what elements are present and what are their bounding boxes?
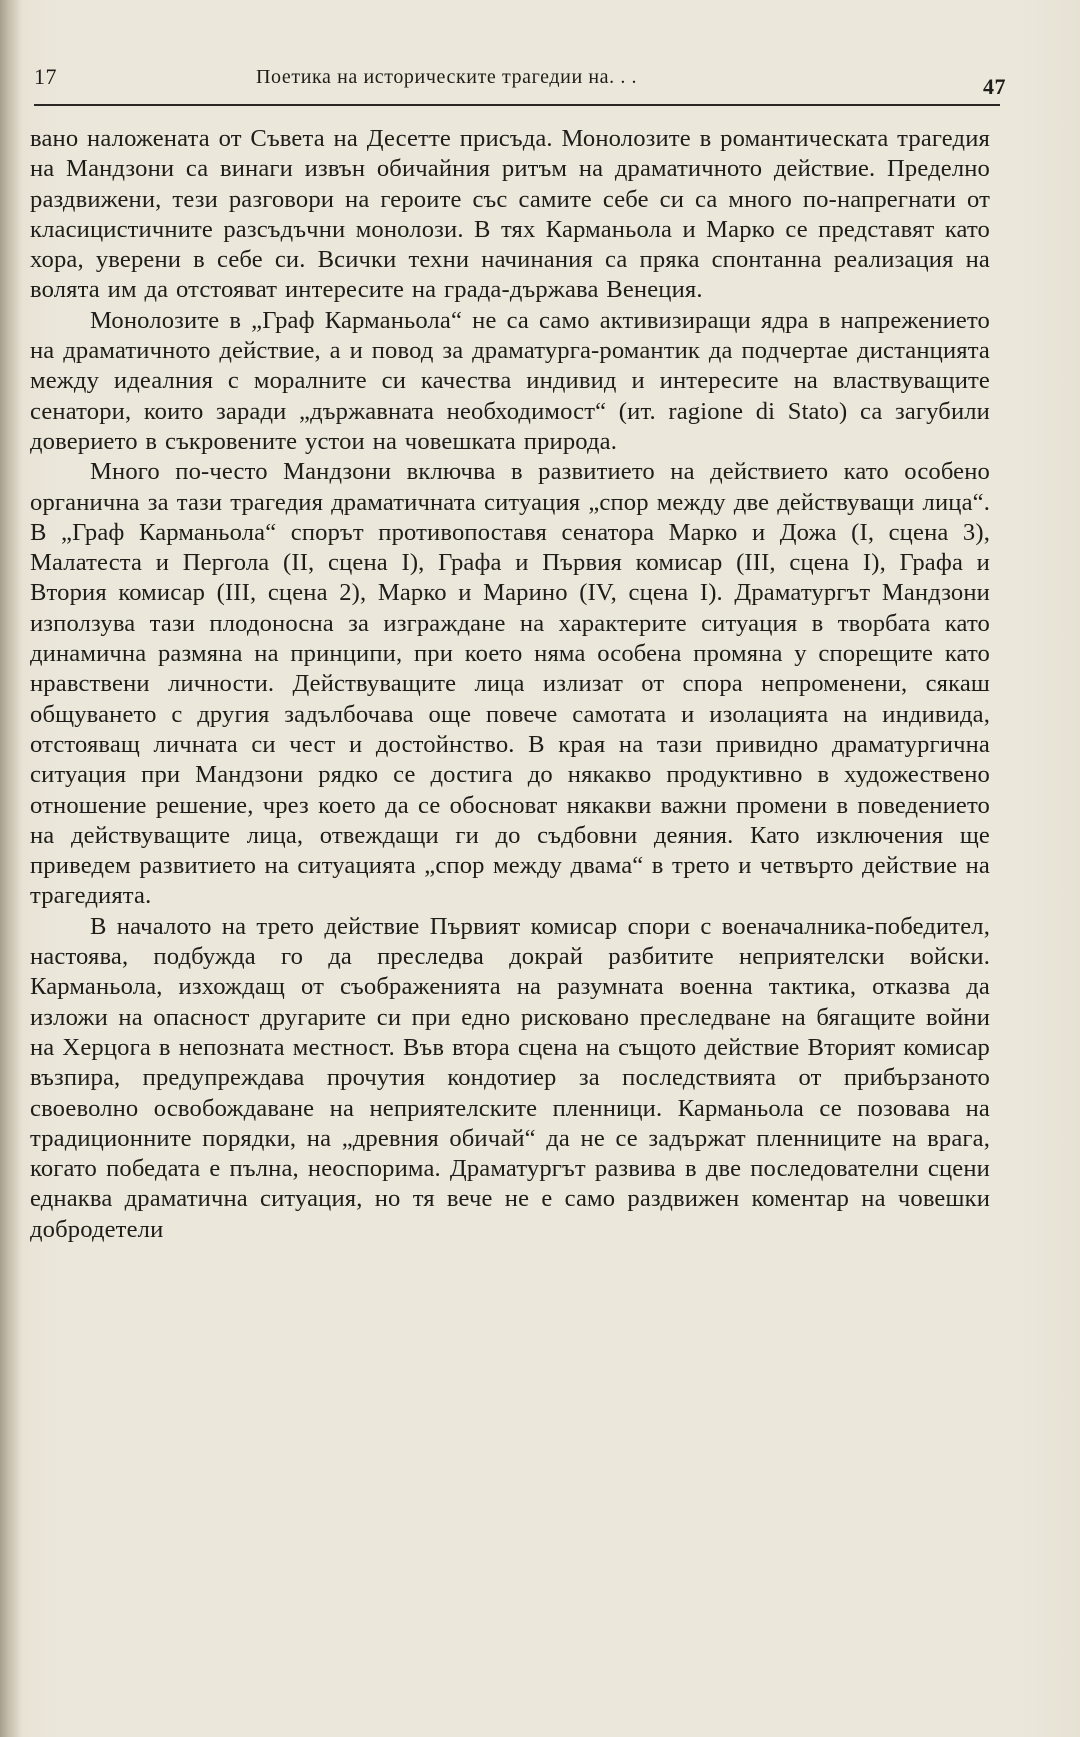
running-header bbox=[34, 56, 1006, 102]
running-title: Поетика на историческите трагедии на. . . bbox=[256, 66, 638, 88]
page-number: 47 bbox=[983, 74, 1006, 99]
body-text bbox=[30, 124, 990, 1245]
paragraph: В началото на трето действие Първият комисар спори с военачалника-победител, настоява, подбужда го да преследва докрай разбитите неприятелски войски. Карманьола, изхождащ от съображенията на разумната военна тактика, отказва да изложи на опасност другарите си при едно рисковано преследване на бягащите войни на Херцога в непозната местност. Във втора сцена на същото действие Вторият комисар възпира, предупреждава прочутия кондотиер за последствията от прибързаното своеволно освобождаване на неприятелските пленници. Карманьола се позовава на традиционните порядки, на „древния обичай“ да не се задържат пленниците на врага, когато победата е пълна, неоспорима. Драматургът развива в две последователни сцени еднаква драматична ситуация, но тя вече не е само раздвижен коментар на човешки добродетели bbox=[30, 912, 990, 1243]
header-left-number: 17 bbox=[34, 64, 57, 89]
paragraph: вано наложената от Съвета на Десетте присъда. Монолозите в романтическата трагедия на Мандзони са винаги извън обичайния ритъм на драматичното действие. Пределно раздвижени, тези разговори на героите със самите себе си са много по-напрегнати от класицистичните разсъдъчни монолози. В тях Карманьола и Марко се представят като хора, уверени в себе си. Всички техни начинания са пряка спонтанна реализация на волята им да отстояват интересите на града-държава Венеция. bbox=[30, 125, 990, 304]
paragraph: Монолозите в „Граф Карманьола“ не са само активизиращи ядра в напрежението на драматичното действие, а и повод за драматурга-романтик да подчертае дистанцията между идеалния с моралните си качества индивид и интересите на властвуващите сенатори, които заради „държавната необходимост“ (ит. ragione di Stato) са загубили доверието в съкровените устои на човешката природа. bbox=[30, 306, 990, 455]
binding-gutter bbox=[0, 0, 22, 1737]
header-rule bbox=[34, 104, 1000, 106]
paragraph: Много по-често Мандзони включва в развитието на действието като особено органична за тази трагедия драматичната ситуация „спор между две действуващи лица“. В „Граф Карманьола“ спорът противопоставя сенатора Марко и Дожа (I, сцена 3), Малатеста и Пергола (II, сцена I), Графа и Първия комисар (III, сцена I), Графа и Втория комисар (III, сцена 2), Марко и Марино (IV, сцена I). Драматургът Мандзони използува тази плодоносна за изграждане на характерите ситуация в творбата като динамична размяна на принципи, при което няма особена промяна у спорещите като нравствени личности. Действуващите лица излизат от спора непроменени, сякаш общуването с другия задълбочава още повече самотата и изолацията на индивида, отстояващ личната си чест и достойнство. В края на тази привидно драматургична ситуация при Мандзони рядко се достига до някакво продуктивно в художествено отношение решение, чрез което да се обосноват някакви важни промени в поведението на действуващите лица, отвеждащи ги до съдбовни деяния. Като изключения ще приведем развитието на ситуацията „спор между двама“ в трето и четвърто действие на трагедията. bbox=[30, 458, 990, 910]
